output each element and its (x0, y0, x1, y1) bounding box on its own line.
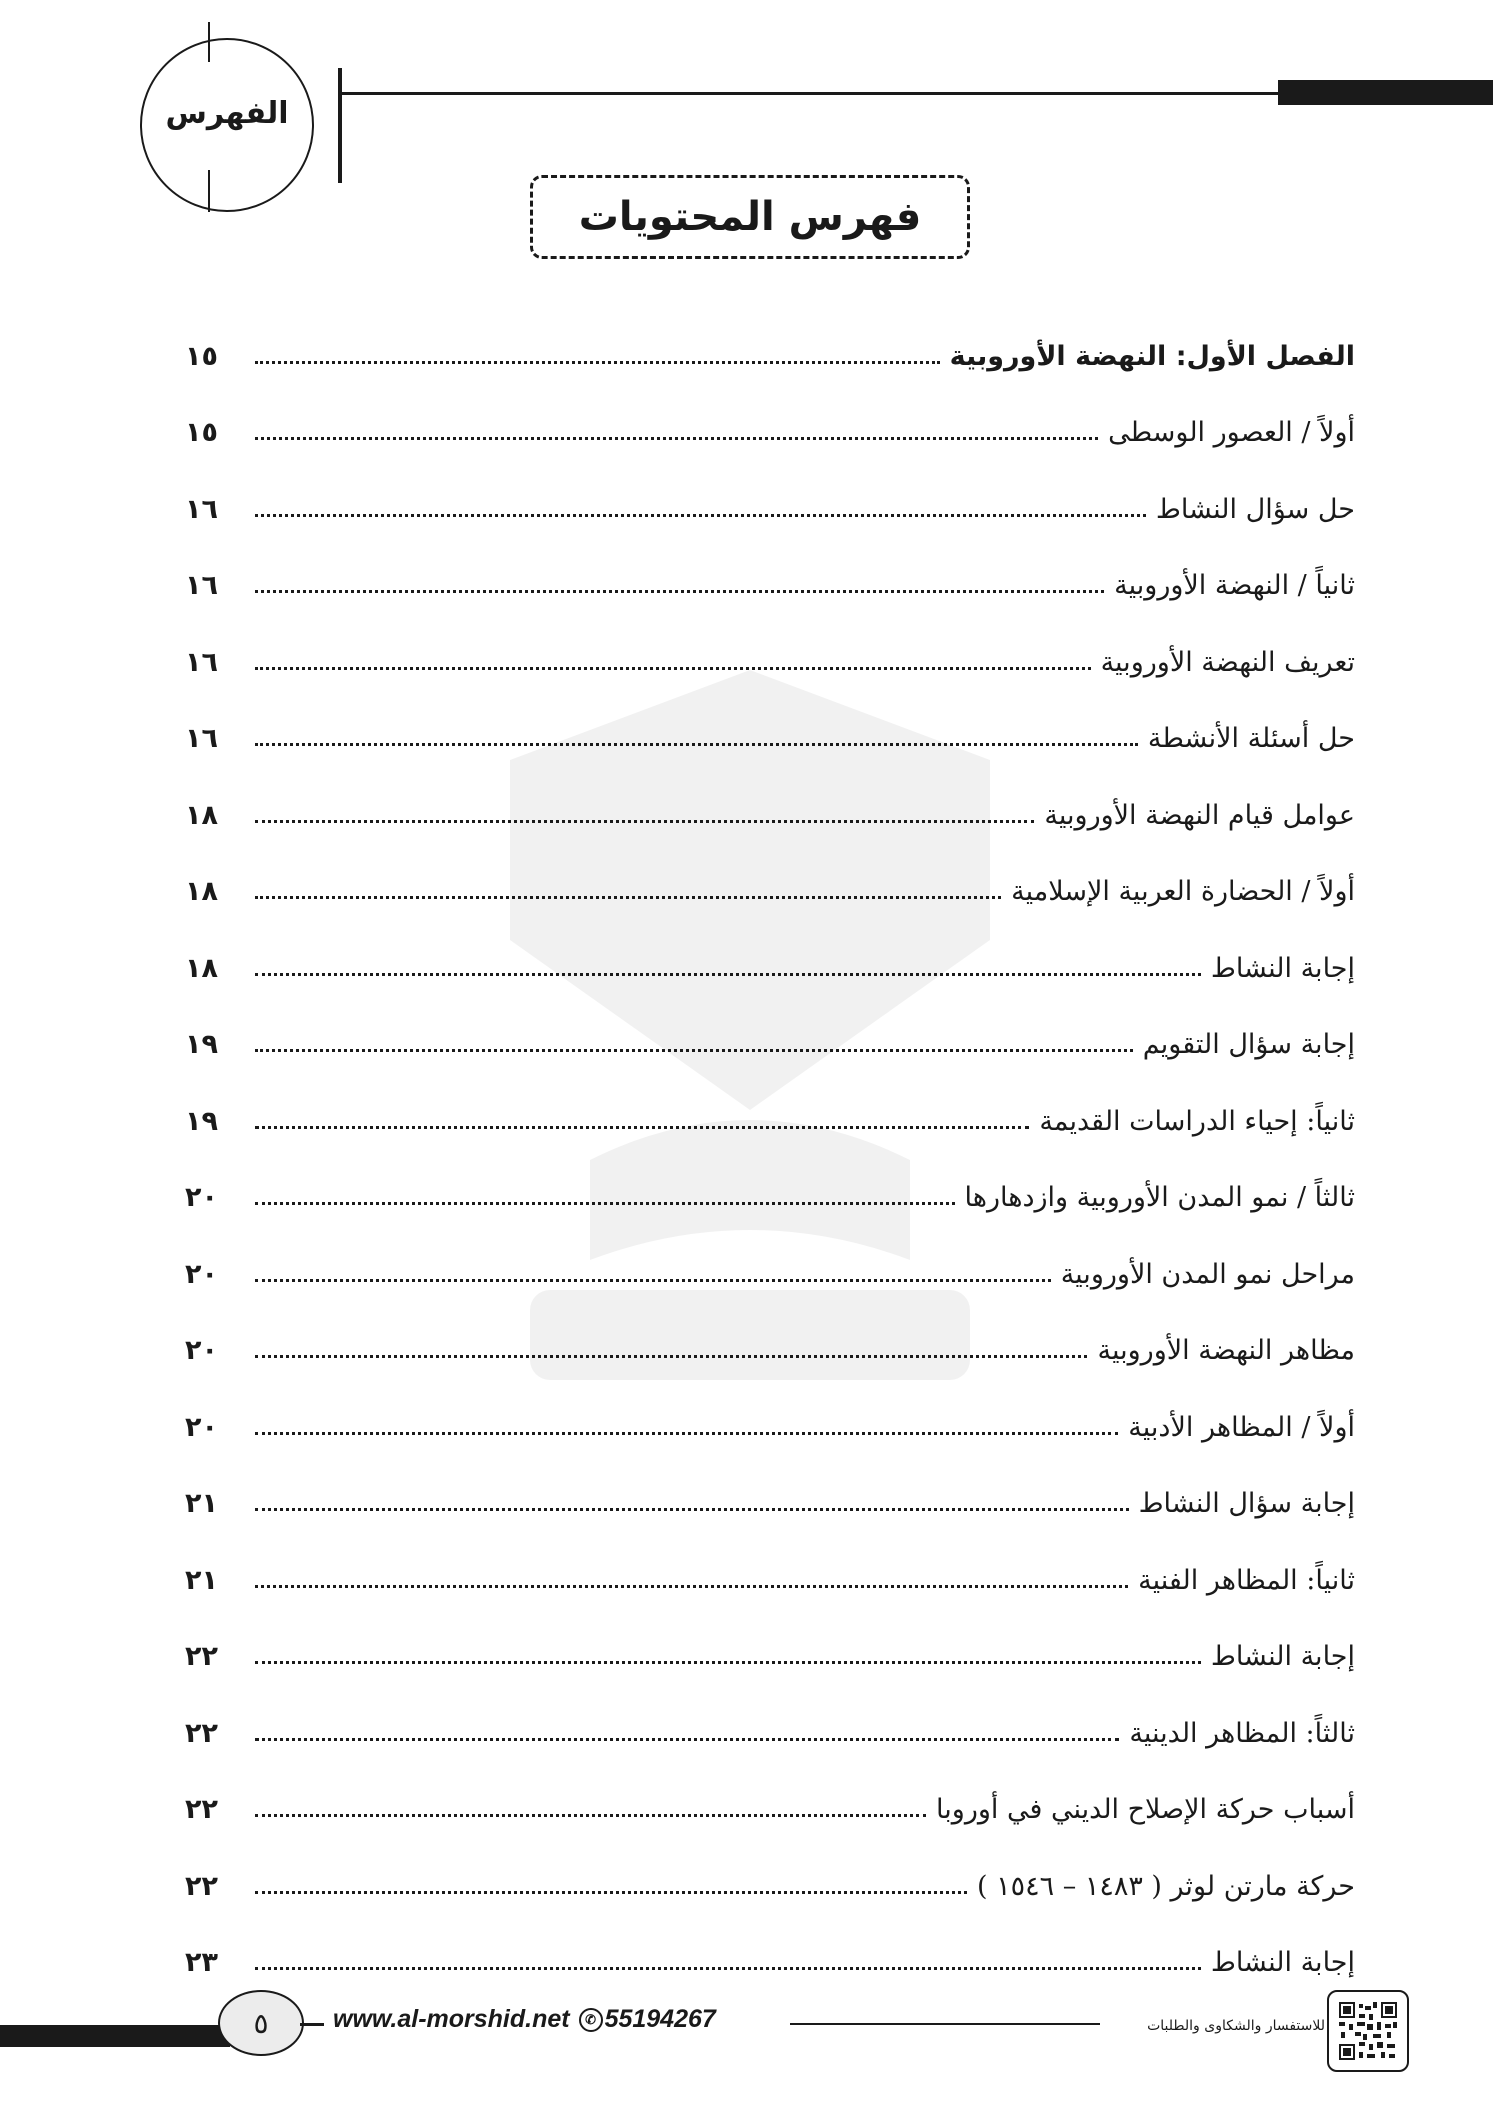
toc-leader-dots (255, 973, 1201, 976)
toc-entry-page: ١٨ (185, 952, 218, 984)
page-number: ٥ (253, 2006, 269, 2040)
toc-entry-title: إجابة النشاط (1210, 952, 1355, 984)
toc-entry[interactable] (185, 701, 1355, 778)
toc-leader-dots (255, 1814, 926, 1817)
footer-dash (300, 2023, 324, 2026)
toc-entry[interactable] (185, 624, 1355, 701)
toc-entry-title: أولاً / المظاهر الأدبية (1128, 1411, 1355, 1443)
qr-code-icon[interactable] (1327, 1990, 1409, 2072)
toc-leader-dots (255, 437, 1098, 440)
page-title-box (530, 175, 970, 259)
toc-entry-title: أسباب حركة الإصلاح الديني في أوروبا (936, 1794, 1355, 1826)
toc-entry-page: ١٦ (185, 646, 218, 678)
page-number-badge (218, 1990, 304, 2056)
toc-entry-page: ١٥ (185, 417, 218, 449)
footer-contact (333, 2005, 716, 2034)
header-divider (338, 68, 342, 183)
toc-entry-title: ثالثاً: المظاهر الدينية (1129, 1717, 1355, 1749)
inquiry-text: للاستفسار والشكاوى والطلبات (1147, 2018, 1325, 2034)
toc-entry[interactable] (185, 1160, 1355, 1237)
toc-entry-page: ٢٠ (185, 1335, 218, 1367)
toc-entry-page: ٢٢ (185, 1717, 218, 1749)
toc-entry-page: ١٥ (185, 340, 218, 372)
toc-entry[interactable] (185, 1313, 1355, 1390)
toc-leader-dots (255, 1738, 1119, 1741)
page-title: فهرس المحتويات (578, 194, 922, 240)
toc-entry-title: تعريف النهضة الأوروبية (1100, 646, 1355, 678)
header-rule (338, 92, 1278, 95)
toc-entry[interactable] (185, 854, 1355, 931)
toc-entry-title: مظاهر النهضة الأوروبية (1097, 1335, 1355, 1367)
toc-entry-title: ثانياً: إحياء الدراسات القديمة (1039, 1105, 1355, 1137)
toc-entry-title: إجابة النشاط (1210, 1641, 1355, 1673)
phone-icon: ✆ (579, 2008, 603, 2032)
toc-entry[interactable] (185, 471, 1355, 548)
toc-leader-dots (255, 743, 1138, 746)
toc-entry-title: عوامل قيام النهضة الأوروبية (1044, 799, 1355, 831)
toc-entry-title: ثانياً: المظاهر الفنية (1138, 1564, 1355, 1596)
toc-leader-dots (255, 1202, 955, 1205)
header-accent-bar (1278, 80, 1493, 105)
toc-entry[interactable] (185, 1619, 1355, 1696)
toc-leader-dots (255, 667, 1091, 670)
toc-entry-page: ٢١ (185, 1488, 218, 1520)
toc-leader-dots (255, 1355, 1087, 1358)
toc-entry[interactable] (185, 1083, 1355, 1160)
table-of-contents (185, 318, 1355, 2001)
toc-leader-dots (255, 361, 940, 364)
toc-entry-page: ١٦ (185, 570, 218, 602)
toc-entry-title: ثانياً / النهضة الأوروبية (1114, 570, 1355, 602)
toc-entry[interactable] (185, 1236, 1355, 1313)
badge-tick-bottom (208, 170, 210, 212)
toc-entry-page: ٢٢ (185, 1794, 218, 1826)
toc-entry-page: ٢٢ (185, 1641, 218, 1673)
toc-entry-page: ٢٣ (185, 1947, 218, 1979)
toc-entry-page: ١٩ (185, 1105, 218, 1137)
toc-leader-dots (255, 590, 1104, 593)
toc-entry[interactable] (185, 1925, 1355, 2002)
toc-entry-page: ١٨ (185, 876, 218, 908)
toc-entry[interactable] (185, 1848, 1355, 1925)
toc-leader-dots (255, 1967, 1201, 1970)
toc-leader-dots (255, 1432, 1118, 1435)
toc-entry-page: ٢٠ (185, 1411, 218, 1443)
toc-entry-title: أولاً / العصور الوسطى (1108, 417, 1355, 449)
phone-number: 55194267 (604, 2005, 716, 2033)
toc-entry[interactable] (185, 1466, 1355, 1543)
toc-entry-page: ٢٠ (185, 1258, 218, 1290)
toc-entry[interactable] (185, 548, 1355, 625)
toc-entry-page: ١٦ (185, 493, 218, 525)
website-link[interactable]: www.al-morshid.net (333, 2005, 570, 2033)
toc-leader-dots (255, 514, 1146, 517)
toc-entry-page: ١٨ (185, 799, 218, 831)
toc-leader-dots (255, 1585, 1128, 1588)
toc-entry[interactable] (185, 1542, 1355, 1619)
toc-leader-dots (255, 1279, 1051, 1282)
toc-entry[interactable] (185, 930, 1355, 1007)
toc-leader-dots (255, 1891, 967, 1894)
toc-leader-dots (255, 1661, 1201, 1664)
toc-entry[interactable] (185, 395, 1355, 472)
toc-entry-page: ١٦ (185, 723, 218, 755)
toc-leader-dots (255, 1126, 1029, 1129)
toc-leader-dots (255, 1508, 1129, 1511)
toc-entry[interactable] (185, 1389, 1355, 1466)
toc-entry-title: الفصل الأول: النهضة الأوروبية (949, 340, 1355, 372)
toc-entry-title: مراحل نمو المدن الأوروبية (1060, 1258, 1355, 1290)
toc-entry-page: ٢٠ (185, 1182, 218, 1214)
toc-leader-dots (255, 1049, 1133, 1052)
toc-entry[interactable] (185, 1007, 1355, 1084)
footer-accent-bar (0, 2025, 230, 2047)
toc-entry-title: إجابة سؤال النشاط (1138, 1488, 1355, 1520)
toc-entry-title: حل أسئلة الأنشطة (1147, 723, 1355, 755)
toc-entry-page: ١٩ (185, 1029, 218, 1061)
toc-entry-title: حركة مارتن لوثر ( ١٤٨٣ – ١٥٤٦ ) (977, 1870, 1355, 1902)
toc-entry[interactable] (185, 777, 1355, 854)
toc-entry[interactable] (185, 1772, 1355, 1849)
section-label: الفهرس (165, 96, 289, 131)
toc-entry-title: ثالثاً / نمو المدن الأوروبية وازدهارها (964, 1182, 1355, 1214)
toc-entry-title: حل سؤال النشاط (1155, 493, 1355, 525)
toc-entry[interactable] (185, 1695, 1355, 1772)
toc-entry-page: ٢١ (185, 1564, 218, 1596)
toc-entry-title: أولاً / الحضارة العربية الإسلامية (1011, 876, 1355, 908)
toc-entry-title: إجابة النشاط (1210, 1947, 1355, 1979)
toc-leader-dots (255, 820, 1034, 823)
toc-entry[interactable] (185, 318, 1355, 395)
toc-entry-title: إجابة سؤال التقويم (1142, 1029, 1355, 1061)
qr-code-graphic (1337, 2000, 1399, 2062)
toc-entry-page: ٢٢ (185, 1870, 218, 1902)
footer-rule (790, 2023, 1100, 2025)
toc-leader-dots (255, 896, 1001, 899)
